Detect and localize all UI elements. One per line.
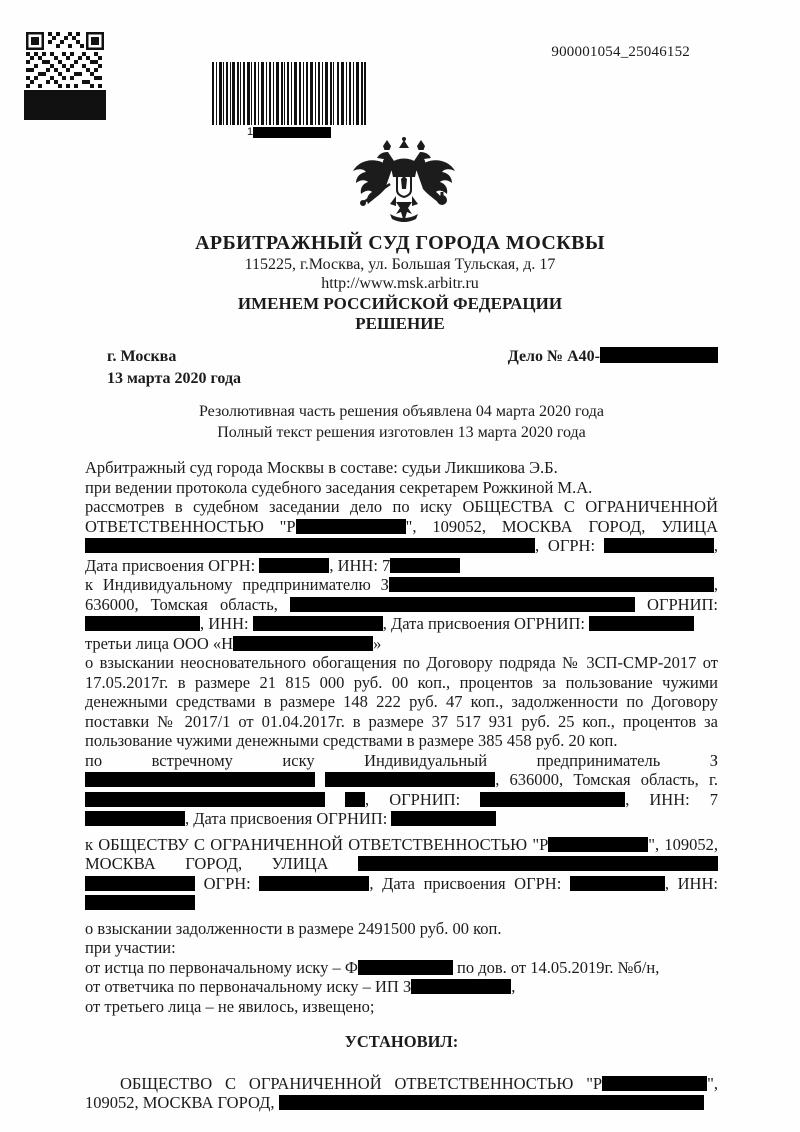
redaction-bar (85, 616, 200, 631)
redaction-bar (290, 597, 635, 612)
plaintiff-representative-line: от истца по первоначальному иску – Ф по дов. от 14.05.2019г. №б/н, (85, 957, 660, 977)
counterclaim-defendant-paragraph: к ОБЩЕСТВУ С ОГРАНИЧЕННОЙ ОТВЕТСТВЕННОСТЬЮ "Р ", 109052, МОСКВА ГОРОД, УЛИЦА ОГРН: , Дата присвоения ОГРН: , ИНН: (85, 835, 718, 913)
findings-paragraph: ОБЩЕСТВО С ОГРАНИЧЕННОЙ ОТВЕТСТВЕННОСТЬЮ "Р ", 109052, МОСКВА ГОРОД, (85, 1073, 718, 1112)
redaction-bar (85, 772, 315, 787)
redaction-bar (345, 792, 365, 807)
redaction-bar (570, 876, 665, 891)
third-party-line: третьи лица ООО «Н » (85, 633, 382, 653)
redaction-bar (259, 876, 369, 891)
court-name: АРБИТРАЖНЫЙ СУД ГОРОДА МОСКВЫ (195, 232, 605, 254)
resolutive-part-line: Резолютивная часть решения объявлена 04 марта 2020 года (198, 403, 604, 420)
redaction-bar (480, 792, 625, 807)
redaction-bar (358, 856, 718, 871)
redaction-bar (259, 558, 329, 573)
court-header (0, 231, 800, 333)
case-number-label: Дело № А40- (507, 348, 600, 365)
redaction-bar (391, 811, 496, 826)
document-id: 900001054_25046152 (551, 44, 690, 60)
ruling-heading: УСТАНОВИЛ: (344, 1032, 459, 1051)
russia-coat-of-arms-icon (350, 136, 458, 232)
secretary-line: при ведении протокола судебного заседания секретарем Рожкиной М.А. (85, 477, 593, 497)
decision-date: 13 марта 2020 года (107, 370, 242, 387)
full-text-line: Полный текст решения изготовлен 13 марта 2020 года (217, 424, 586, 441)
redaction-bar (600, 347, 718, 363)
document-type-title: РЕШЕНИЕ (355, 314, 445, 333)
redaction-bar (604, 538, 714, 553)
defendant-representative-line: от ответчика по первоначальному иску – ИП З , (85, 977, 516, 996)
redaction-bar (233, 636, 373, 651)
case-number (508, 347, 718, 367)
redaction-bar (602, 1076, 707, 1091)
redaction-bar (279, 1095, 704, 1110)
redaction-bar (411, 979, 511, 994)
redaction-bar (253, 127, 331, 138)
counterclaim-subject-line: о взыскании задолженности в размере 2491500 руб. 00 коп. (85, 918, 502, 938)
redaction-bar (85, 538, 535, 553)
redaction-bar (296, 519, 406, 534)
barcode-number-prefix: 1 (246, 126, 254, 138)
redaction-bar (325, 772, 495, 787)
announcement-lines (85, 401, 718, 443)
barcode-number (212, 126, 366, 138)
redaction-bar (389, 577, 714, 592)
barcode (212, 62, 366, 140)
claim-subject-paragraph: о взыскании неосновательного обогащения по Договору подряда № 3СП-СМР-2017 от 17.05.2017г. в размере 21 815 000 руб. 00 коп., процентов за пользование чужими денежными средствами в размере 148 222 руб. 47 коп., задолженности по Договору поставки № 2017/1 от 01.04.2017г. в размере 37 517 931 руб. 25 коп., процентов за пользование чужими денежными средствами в размере 385 458 руб. 20 коп. (85, 653, 718, 750)
case-city: г. Москва (107, 348, 177, 365)
redaction-bar (85, 895, 195, 910)
in-the-name-line: ИМЕНЕМ РОССИЙСКОЙ ФЕДЕРАЦИИ (237, 294, 563, 313)
court-website-link: http://www.msk.arbitr.ru (321, 275, 479, 292)
redaction-bar (548, 837, 648, 852)
redaction-bar (390, 558, 460, 573)
body-text (85, 458, 718, 1113)
plaintiff-paragraph: рассмотрев в судебном заседании дело по иску ОБЩЕСТВА С ОГРАНИЧЕННОЙ ОТВЕТСТВЕННОСТЬЮ "Р ", 109052, МОСКВА ГОРОД, УЛИЦА , ОГРН: , Дата присвоения ОГРН: , ИНН: 7 (85, 497, 718, 575)
judge-line: Арбитражный суд города Москвы в составе: судьи Ликшикова Э.Б. (85, 458, 558, 477)
redaction-bar (358, 960, 453, 975)
redaction-bar (85, 876, 195, 891)
redaction-bar (589, 616, 694, 631)
redaction-bar (253, 616, 383, 631)
defendant-paragraph: к Индивидуальному предпринимателю З , 636000, Томская область, ОГРНИП: , ИНН: , Дата присвоения ОГРНИП: (85, 575, 718, 633)
counterclaim-paragraph: по встречному иску Индивидуальный предприниматель З , 636000, Томская область, г. , ОГРНИП: , ИНН: 7, Дата присвоения ОГРНИП: (85, 750, 719, 828)
court-address: 115225, г.Москва, ул. Большая Тульская, д. 17 (244, 256, 556, 273)
third-party-presence-line: от третьего лица – не явилось, извещено; (85, 996, 375, 1016)
redaction-bar (85, 811, 185, 826)
case-info-block (85, 347, 718, 443)
redaction-bar (85, 792, 325, 807)
participants-label: при участии: (85, 938, 176, 957)
